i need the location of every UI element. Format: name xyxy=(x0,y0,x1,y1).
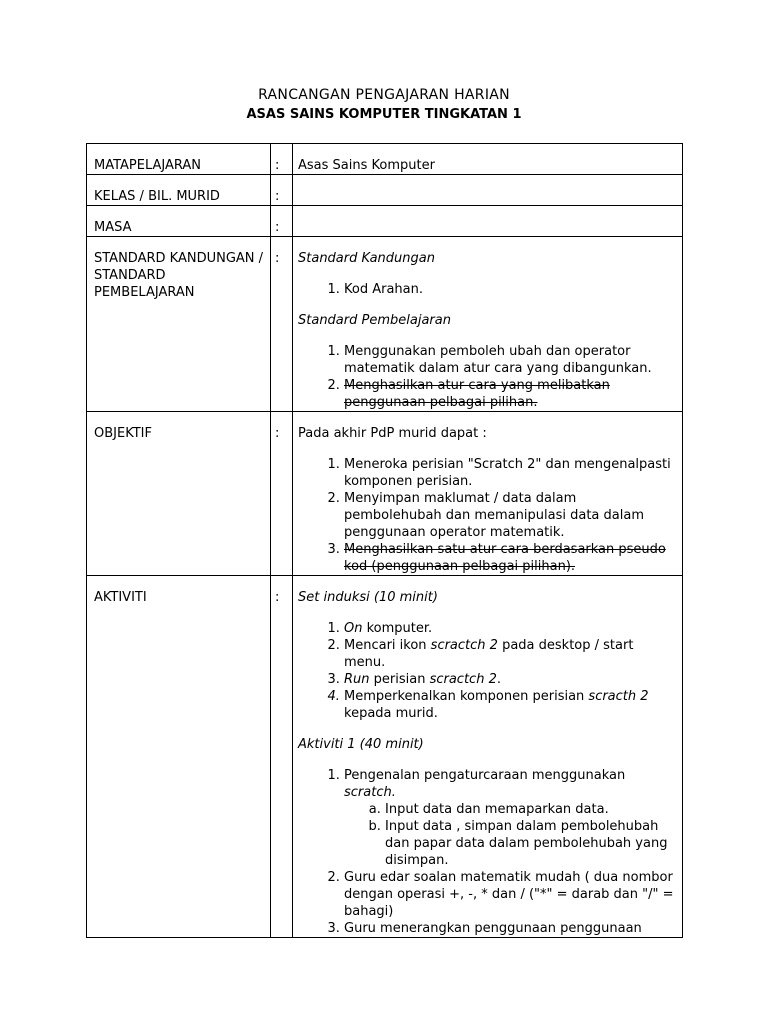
list-item: 1. On komputer. xyxy=(344,620,676,637)
sk-heading: Standard Kandungan xyxy=(298,251,435,266)
label-masa: MASA xyxy=(87,206,271,237)
label-aktiviti: AKTIVITI xyxy=(87,576,271,938)
colon: : xyxy=(271,412,293,576)
list-item: 4. Memperkenalkan komponen perisian scracth 2 kepada murid. xyxy=(344,688,676,722)
value-kelas xyxy=(293,175,683,206)
list-item-struck: 2. Menghasilkan atur cara yang melibatkan penggunaan pelbagai pilihan. xyxy=(344,377,676,411)
value-aktiviti xyxy=(293,576,683,938)
label-objektif: OBJEKTIF xyxy=(87,412,271,576)
aktiviti1-list xyxy=(298,767,676,937)
value-matapelajaran: Asas Sains Komputer xyxy=(293,144,683,175)
row-aktiviti xyxy=(87,576,683,938)
row-objektif xyxy=(87,412,683,576)
aktiviti1-sublist xyxy=(344,801,676,869)
row-masa xyxy=(87,206,683,237)
document-title: RANCANGAN PENGAJARAN HARIAN xyxy=(258,87,510,103)
list-item: a. Input data dan memaparkan data. xyxy=(385,801,676,818)
row-standard xyxy=(87,237,683,412)
set-induksi-list xyxy=(298,620,676,722)
objektif-list xyxy=(298,456,676,575)
document-subtitle: ASAS SAINS KOMPUTER TINGKATAN 1 xyxy=(246,107,522,122)
value-standard xyxy=(293,237,683,412)
label-kelas: KELAS / BIL. MURID xyxy=(87,175,271,206)
list-item: 1. Menggunakan pemboleh ubah dan operator matematik dalam atur cara yang dibangunkan. xyxy=(344,343,676,377)
list-item-struck: 3. Menghasilkan satu atur cara berdasarkan pseudo kod (penggunaan pelbagai pilihan). xyxy=(344,541,676,575)
list-item: 2. Guru edar soalan matematik mudah ( dua nombor dengan operasi +, -, * dan / ("*" = darab dan "/" = bahagi) xyxy=(344,869,676,920)
colon: : xyxy=(271,175,293,206)
label-standard: STANDARD KANDUNGAN / STANDARD PEMBELAJARAN xyxy=(87,237,271,412)
list-item: 2. Mencari ikon scractch 2 pada desktop / start menu. xyxy=(344,637,676,671)
lesson-plan-table xyxy=(86,143,683,938)
colon: : xyxy=(271,237,293,412)
list-item: 1. Kod Arahan. xyxy=(344,281,676,298)
list-item: b. Input data , simpan dalam pembolehubah dan papar data dalam pembolehubah yang disimpan. xyxy=(385,818,676,869)
row-kelas xyxy=(87,175,683,206)
list-item: 2. Menyimpan maklumat / data dalam pembolehubah dan memanipulasi data dalam penggunaan operator matematik. xyxy=(344,490,676,541)
label-matapelajaran: MATAPELAJARAN xyxy=(87,144,271,175)
list-item: 3. Guru menerangkan penggunaan penggunaan xyxy=(344,920,676,937)
list-item: 3. Run perisian scractch 2. xyxy=(344,671,676,688)
set-induksi-heading: Set induksi (10 minit) xyxy=(298,590,438,605)
row-matapelajaran xyxy=(87,144,683,175)
colon: : xyxy=(271,576,293,938)
colon: : xyxy=(271,144,293,175)
sp-heading: Standard Pembelajaran xyxy=(298,313,451,328)
sk-list xyxy=(298,281,676,298)
value-objektif xyxy=(293,412,683,576)
objektif-intro: Pada akhir PdP murid dapat : xyxy=(298,426,487,441)
list-item: 1. Meneroka perisian "Scratch 2" dan mengenalpasti komponen perisian. xyxy=(344,456,676,490)
sp-list xyxy=(298,343,676,411)
colon: : xyxy=(271,206,293,237)
value-masa xyxy=(293,206,683,237)
aktiviti1-heading: Aktiviti 1 (40 minit) xyxy=(298,737,424,752)
list-item: 1. Pengenalan pengaturcaraan menggunakan scratch. a. Input data dan memaparkan data. b. Input data , simpan dalam pembolehubah dan papar data dalam pembolehubah yang disimpan. xyxy=(344,767,676,869)
